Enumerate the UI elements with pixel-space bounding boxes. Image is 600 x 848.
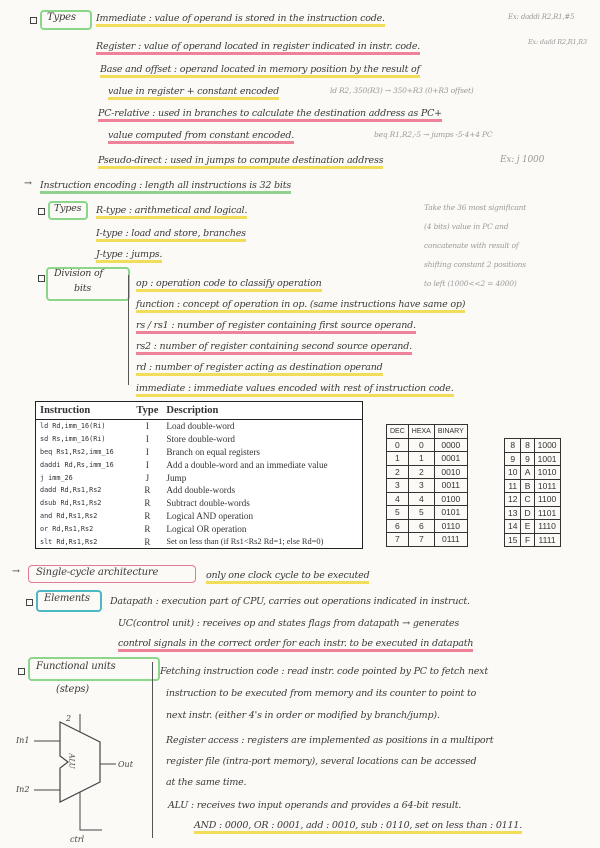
table-row	[505, 520, 561, 534]
bullet-elements	[26, 599, 33, 606]
cell-binary: 1101	[534, 506, 560, 520]
cell-binary: 0111	[434, 533, 467, 547]
control-unit-text: UC(control unit) : receives op and states flags from datapath → generates	[118, 618, 460, 629]
register-access-line3: at the same time.	[166, 777, 247, 788]
cell-dec: 0	[387, 438, 409, 452]
types-title: Types	[47, 12, 76, 23]
cell-hexa: 8	[521, 439, 534, 453]
division-label-line2: bits	[74, 283, 92, 294]
cell-binary: 1001	[534, 452, 560, 466]
alu-num-label: 2	[66, 714, 72, 723]
encoding-title: Instruction encoding : length all instructions is 32 bits	[40, 180, 291, 194]
cell-hexa: 1	[408, 452, 434, 466]
table-row	[505, 506, 561, 520]
instruction-table	[35, 401, 363, 549]
register-access-line2: register file (intra-port memory), several locations can be accessed	[166, 756, 477, 767]
cell-binary: 1000	[534, 439, 560, 453]
cell-hexa: A	[521, 466, 534, 480]
cell-type: R	[144, 523, 151, 534]
cell-description: Set on less than (if Rs1<Rs2 Rd=1; else Rd=0)	[166, 537, 324, 547]
cell-hexa: F	[521, 533, 534, 547]
cell-description: Branch on equal registers	[166, 447, 261, 457]
base-offset-example: ld R2, 350(R3) → 350+R3 (0+R3 offset)	[330, 86, 474, 95]
pc-relative-example: beq R1,R2,-5 → jumps -5·4+4 PC	[374, 130, 493, 139]
header-instruction: Instruction	[36, 402, 133, 420]
cell-type: I	[145, 434, 149, 445]
cell-description: Load double-word	[166, 421, 235, 432]
table-row	[387, 452, 468, 466]
elements-label: Elements	[44, 593, 90, 604]
cell-description: Logical AND operation	[166, 510, 254, 521]
cell-instruction: dsub Rd,Rs1,Rs2	[40, 499, 102, 508]
cell-instruction: beq Rs1,Rs2,imm_16	[40, 448, 114, 456]
table-row	[387, 533, 468, 547]
alu-control-label: ctrl	[70, 835, 85, 844]
table-row	[36, 420, 363, 433]
cell-binary: 1010	[534, 466, 560, 480]
field-immediate: immediate : immediate values encoded with rest of instruction code.	[136, 383, 454, 397]
cell-hexa: 2	[408, 465, 434, 479]
cell-hexa: 6	[408, 519, 434, 533]
alu-shape	[60, 722, 100, 802]
cell-binary: 0100	[434, 492, 467, 506]
table-row	[36, 510, 363, 523]
cell-binary: 0110	[434, 519, 467, 533]
register-access-line1: Register access : registers are implemented as positions in a multiport	[166, 735, 494, 746]
alu-line2: AND : 0000, OR : 0001, add : 0010, sub : 0110, set on less than : 0111.	[194, 820, 522, 834]
instruction-table-header	[36, 402, 363, 420]
alu-line1: ALU : receives two input operands and provides a 64-bit result.	[168, 800, 462, 811]
cell-description: Add a double-word and an immediate value	[166, 459, 328, 470]
cell-dec: 6	[387, 519, 409, 533]
cell-instruction: or Rd,Rs1,Rs2	[40, 524, 94, 533]
cell-dec: 2	[387, 465, 409, 479]
cell-hexa: 5	[408, 506, 434, 520]
cell-dec: 8	[505, 439, 521, 453]
conversion-table-right	[504, 438, 561, 547]
cell-hexa: 0	[408, 438, 434, 452]
cell-instruction: j imm_26	[40, 473, 73, 482]
header-dec: DEC	[387, 425, 409, 439]
division-label-line1: Division of	[54, 268, 103, 279]
table-row	[36, 535, 363, 548]
cell-instruction: sd Rs,imm_16(Ri)	[40, 435, 106, 444]
cell-dec: 3	[387, 479, 409, 493]
header-binary: BINARY	[434, 425, 467, 439]
table-row	[36, 433, 363, 446]
alu-label: ALU	[67, 753, 76, 769]
table-row	[387, 438, 468, 452]
cell-hexa: C	[521, 493, 534, 507]
j-type-text: J-type : jumps.	[96, 249, 162, 263]
alu-output-label: Out	[118, 760, 133, 769]
side-note-line: concatenate with result of	[424, 241, 519, 250]
table-row	[36, 446, 363, 459]
cell-dec: 4	[387, 492, 409, 506]
field-function: function : concept of operation in op. (same instructions have same op)	[136, 299, 465, 313]
cell-instruction: and Rd,Rs1,Rs2	[40, 511, 98, 520]
base-offset-line1: Base and offset : operand located in memory position by the result of	[100, 64, 420, 78]
cell-binary: 1011	[534, 479, 560, 493]
cell-binary: 0011	[434, 479, 467, 493]
cell-dec: 9	[505, 452, 521, 466]
functional-units-sublabel: (steps)	[56, 684, 90, 695]
bullet-types	[30, 17, 37, 24]
immediate-example: Ex: daddi R2,R1,#5	[508, 13, 575, 21]
cell-dec: 14	[505, 520, 521, 534]
r-type-text: R-type : arithmetical and logical.	[96, 205, 247, 219]
cell-dec: 5	[387, 506, 409, 520]
cell-dec: 7	[387, 533, 409, 547]
cell-type: J	[145, 472, 150, 483]
fetch-line2: instruction to be executed from memory and its counter to point to	[166, 688, 477, 699]
cell-dec: 13	[505, 506, 521, 520]
immediate-text: Immediate : value of operand is stored in the instruction code.	[96, 13, 385, 27]
table-row	[36, 484, 363, 497]
cell-hexa: B	[521, 479, 534, 493]
table-row	[505, 533, 561, 547]
side-note-line: Take the 36 most significant	[424, 203, 527, 212]
header-description: Description	[162, 402, 362, 420]
table-row	[505, 466, 561, 480]
pc-relative-line2: value computed from constant encoded.	[108, 130, 294, 144]
table-row	[505, 452, 561, 466]
cell-type: R	[144, 498, 151, 509]
cell-description: Subtract double-words	[166, 498, 250, 509]
side-note-line: (4 bits) value in PC and	[424, 222, 509, 231]
cell-hexa: E	[521, 520, 534, 534]
table-row	[387, 506, 468, 520]
i-type-text: I-type : load and store, branches	[96, 228, 246, 242]
cell-instruction: daddi Rd,Rs,imm_16	[40, 460, 114, 469]
functional-bracket	[152, 662, 157, 838]
cell-type: I	[145, 421, 149, 432]
cell-binary: 0010	[434, 465, 467, 479]
side-note	[424, 198, 526, 293]
cell-dec: 15	[505, 533, 521, 547]
header-type: Type	[132, 402, 162, 420]
pc-relative-line1: PC-relative : used in branches to calculate the destination address as PC+	[98, 108, 442, 122]
fetch-line1: Fetching instruction code : read instr. code pointed by PC to fetch next	[160, 666, 488, 677]
register-text: Register : value of operand located in register indicated in instr. code.	[96, 41, 420, 55]
control-signals-text: control signals in the correct order for each instr. to be executed in datapath	[118, 638, 473, 652]
table-row	[505, 439, 561, 453]
cell-dec: 10	[505, 466, 521, 480]
table-row	[387, 479, 468, 493]
table-row	[387, 519, 468, 533]
cell-binary: 1110	[534, 520, 560, 534]
alu-input-2-label: In2	[16, 785, 30, 794]
fetch-line3: next instr. (either 4's in order or modified by branch/jump).	[166, 710, 440, 721]
table-row	[505, 493, 561, 507]
cell-binary: 1100	[534, 493, 560, 507]
register-example: Ex: dadd R2,R1,R3	[528, 38, 587, 46]
cell-instruction: dadd Rd,Rs1,Rs2	[40, 486, 102, 495]
cell-instruction: slt Rd,Rs1,Rs2	[40, 537, 98, 546]
cell-hexa: 4	[408, 492, 434, 506]
conversion-table-left	[386, 424, 468, 547]
cell-hexa: D	[521, 506, 534, 520]
cell-type: R	[144, 536, 151, 547]
cell-description: Jump	[166, 472, 187, 483]
pseudo-direct-text: Pseudo-direct : used in jumps to compute destination address	[98, 155, 383, 169]
division-bracket	[128, 275, 133, 385]
alu-control-line	[80, 792, 102, 830]
arrow-icon: →	[24, 178, 32, 189]
field-rd: rd : number of register acting as destination operand	[136, 362, 383, 376]
cell-description: Logical OR operation	[166, 523, 247, 534]
conversion-header	[387, 425, 468, 439]
table-row	[387, 465, 468, 479]
table-row	[387, 492, 468, 506]
field-op: op : operation code to classify operation	[136, 278, 322, 292]
base-offset-line2: value in register + constant encoded	[108, 86, 279, 100]
single-cycle-note: only one clock cycle to be executed	[206, 570, 369, 584]
cell-description: Store double-word	[166, 434, 236, 445]
header-hexa: HEXA	[408, 425, 434, 439]
functional-units-label: Functional units	[36, 661, 116, 672]
alu-diagram	[20, 712, 140, 844]
table-row	[505, 479, 561, 493]
cell-dec: 11	[505, 479, 521, 493]
table-row	[36, 497, 363, 510]
cell-hexa: 7	[408, 533, 434, 547]
alu-input-1-label: In1	[16, 736, 30, 745]
table-row	[36, 522, 363, 535]
cell-type: I	[145, 447, 149, 457]
cell-instruction: ld Rd,imm_16(Ri)	[40, 422, 106, 431]
datapath-text: Datapath : execution part of CPU, carries out operations indicated in instruct.	[110, 596, 470, 607]
bullet-division	[38, 275, 45, 282]
side-note-line: to left (1000<<2 = 4000)	[424, 279, 517, 288]
cell-hexa: 9	[521, 452, 534, 466]
table-row	[36, 471, 363, 484]
cell-dec: 1	[387, 452, 409, 466]
cell-type: R	[144, 485, 151, 496]
field-rs: rs / rs1 : number of register containing first source operand.	[136, 320, 416, 334]
cell-binary: 0001	[434, 452, 467, 466]
cell-binary: 0000	[434, 438, 467, 452]
field-rs2: rs2 : number of register containing second source operand.	[136, 341, 412, 355]
pseudo-direct-example: Ex: j 1000	[500, 155, 545, 165]
side-note-line: shifting constant 2 positions	[424, 260, 526, 269]
cell-hexa: 3	[408, 479, 434, 493]
cell-binary: 0101	[434, 506, 467, 520]
cell-description: Add double-words	[166, 485, 236, 496]
encoding-types-label: Types	[54, 203, 82, 214]
bullet-functional	[18, 668, 25, 675]
cell-dec: 12	[505, 493, 521, 507]
cell-type: R	[144, 510, 151, 521]
table-row	[36, 458, 363, 471]
cell-binary: 1111	[534, 533, 560, 547]
arrow-icon: →	[12, 566, 20, 577]
bullet-encoding-types	[38, 208, 45, 215]
cell-type: I	[145, 459, 149, 470]
single-cycle-title: Single-cycle architecture	[36, 567, 159, 578]
